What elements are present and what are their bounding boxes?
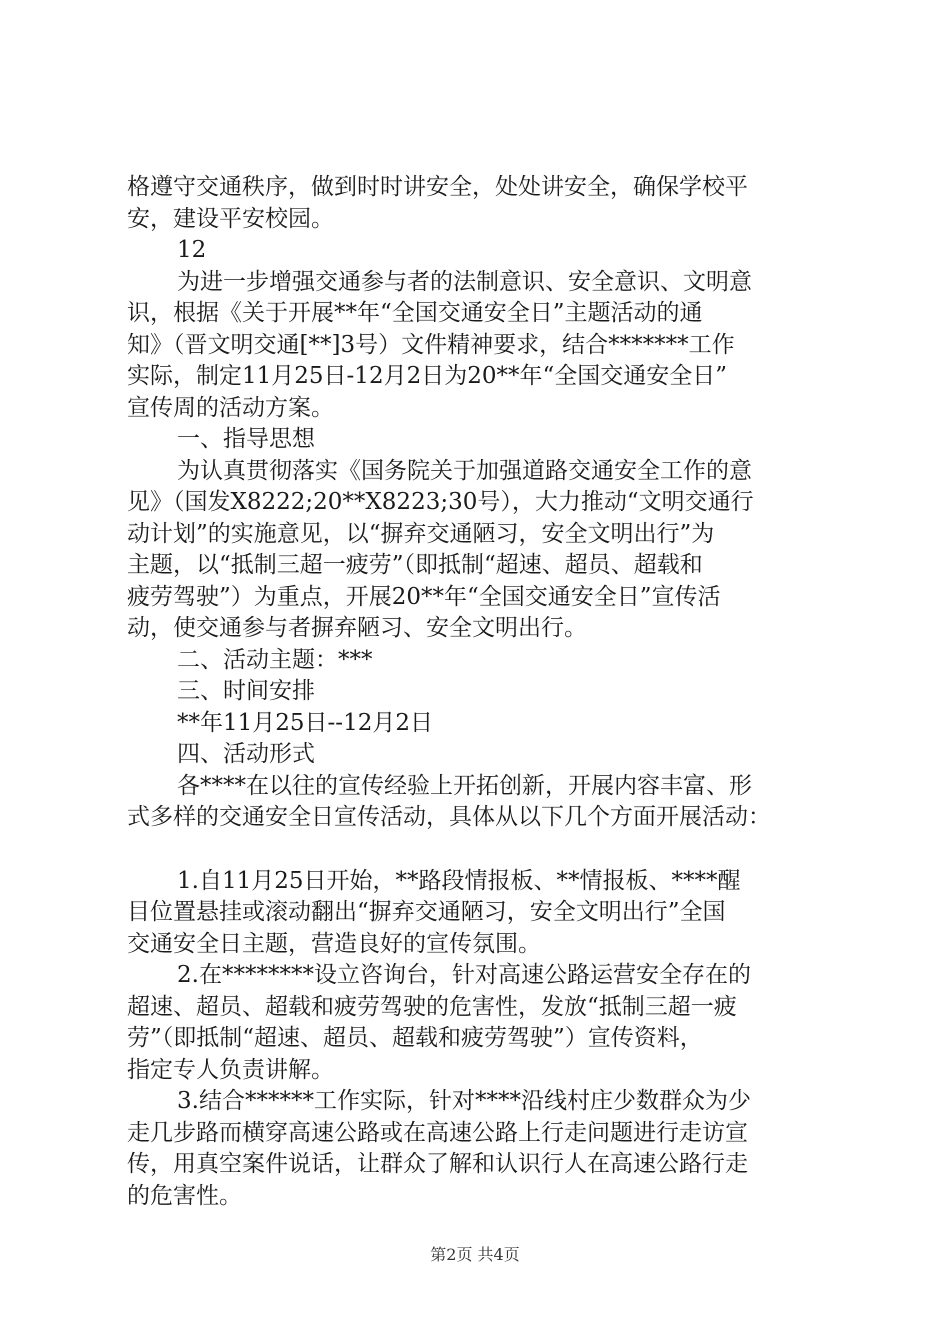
text-line: 为认真贯彻落实《国务院关于加强道路交通安全工作的意 bbox=[177, 457, 752, 484]
text-line: **年11月25日--12月2日 bbox=[177, 709, 433, 736]
paragraph-gap bbox=[127, 834, 839, 866]
text-line: 格遵守交通秩序，做到时时讲安全，处处讲安全，确保学校平 bbox=[127, 174, 748, 200]
document-body bbox=[127, 172, 839, 1212]
text-line: 一、指导思想 bbox=[177, 426, 315, 452]
text-line: 宣传周的活动方案。 bbox=[127, 394, 334, 421]
text-line: 动，使交通参与者摒弃陋习、安全文明出行。 bbox=[127, 615, 587, 641]
text-line: 各****在以往的宣传经验上开拓创新，开展内容丰富、形 bbox=[177, 772, 752, 799]
text-line: 传，用真空案件说话，让群众了解和认识行人在高速公路行走 bbox=[127, 1151, 748, 1177]
text-line: 3.结合******工作实际，针对****沿线村庄少数群众为少 bbox=[177, 1088, 751, 1114]
text-line: 四、活动形式 bbox=[177, 741, 315, 767]
text-line: 走几步路而横穿高速公路或在高速公路上行走问题进行走访宣 bbox=[127, 1119, 748, 1146]
text-line: 三、时间安排 bbox=[177, 678, 315, 704]
text-line: 的危害性。 bbox=[127, 1182, 242, 1209]
text-line: 目位置悬挂或滚动翻出“摒弃交通陋习，安全文明出行”全国 bbox=[127, 899, 726, 925]
text-line: 交通安全日主题，营造良好的宣传氛围。 bbox=[127, 930, 541, 957]
text-line: 劳”（即抵制“超速、超员、超载和疲劳驾驶”）宣传资料， bbox=[127, 1025, 703, 1051]
text-line: 识，根据《关于开展**年“全国交通安全日”主题活动的通 bbox=[127, 300, 703, 326]
text-line: 安，建设平安校园。 bbox=[127, 205, 334, 232]
text-line: 超速、超员、超载和疲劳驾驶的危害性，发放“抵制三超一疲 bbox=[127, 993, 737, 1020]
page-footer: 第2页 共4页 bbox=[430, 1245, 520, 1264]
text-line: 1.自11月25日开始，**路段情报板、**情报板、****醒 bbox=[177, 867, 741, 894]
text-line: 知》（晋文明交通[**]3号）文件精神要求，结合*******工作 bbox=[127, 331, 735, 358]
text-line: 主题，以“抵制三超一疲劳”（即抵制“超速、超员、超载和 bbox=[127, 552, 703, 578]
text-line: 动计划”的实施意见，以“摒弃交通陋习，安全文明出行”为 bbox=[127, 520, 715, 547]
text-line: 疲劳驾驶”）为重点，开展20**年“全国交通安全日”宣传活 bbox=[127, 583, 721, 610]
text-line: 实际，制定11月25日-12月2日为20**年“全国交通安全日” bbox=[127, 363, 727, 389]
text-line: 12 bbox=[177, 237, 207, 263]
text-line: 式多样的交通安全日宣传活动，具体从以下几个方面开展活动： bbox=[127, 804, 771, 830]
text-line: 二、活动主题：*** bbox=[177, 646, 373, 673]
text-line: 指定专人负责讲解。 bbox=[127, 1056, 334, 1083]
text-line: 见》（国发X8222;20**X8223;30号），大力推动“文明交通行 bbox=[127, 489, 754, 515]
text-line: 为进一步增强交通参与者的法制意识、安全意识、文明意 bbox=[177, 268, 752, 295]
text-line: 2.在********设立咨询台，针对高速公路运营安全存在的 bbox=[177, 962, 751, 988]
